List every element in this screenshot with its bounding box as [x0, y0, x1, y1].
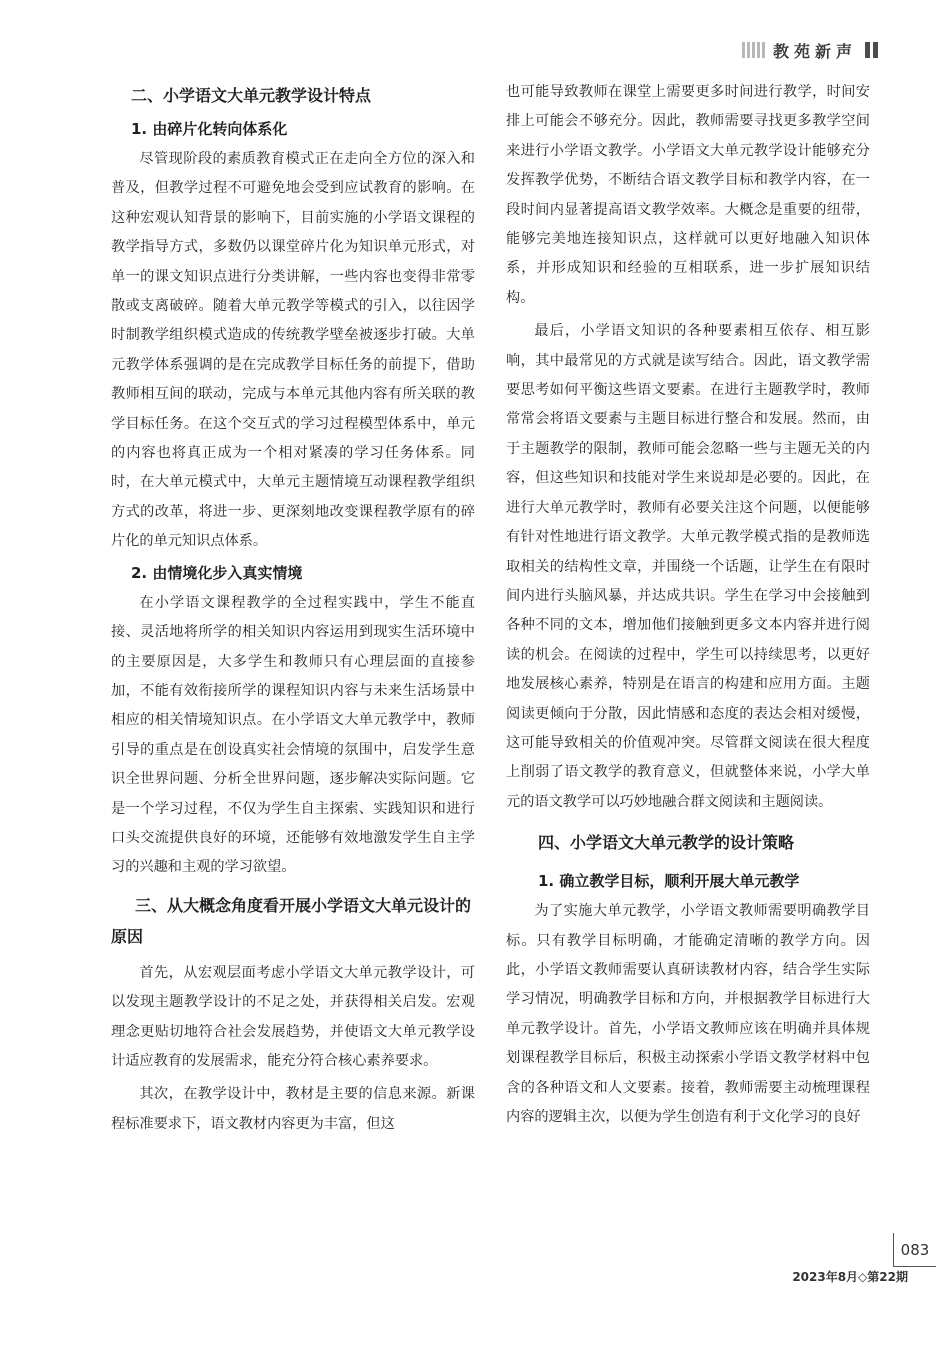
page-number: 083 [893, 1233, 936, 1267]
journal-column-title: 教苑新声 [772, 41, 857, 61]
final-reason-paragraph: 最后，小学语文知识的各种要素相互依存、相互影响，其中最常见的方式就是读写结合。因此，语文教学需要思考如何平衡这些语文要素。在进行主题教学时，教师常常会将语文要素与主题目标进行整合和发展。然而，由于主题教学的限制，教师可能会忽略一些与主题无关的内容，但这些知识和技能对学生来说却是必要的。因此，在进行大单元教学时，教师有必要关注这个问题，以便能够有针对性地进行语文教学。大单元教学模式指的是教师选取相关的结构性文章，并围绕一个话题，让学生在有限时间内进行头脑风暴，并达成共识。学生在学习中会接触到各种不同的文本，增加他们接触到更多文本内容并进行阅读的机会。在阅读的过程中，学生可以持续思考，以更好地发展核心素养，特别是在语言的构建和应用方面。主题阅读更倾向于分散，因此情感和态度的表达会相对缓慢，这可能导致相关的价值观冲突。尽管群文阅读在很大程度上削弱了语文教学的教育意义，但就整体来说，小学大单元的语文教学可以巧妙地融合群文阅读和主题阅读。 [506, 323, 870, 810]
header-decoration-bars-icon [742, 42, 765, 58]
section-4-heading: 四、小学语文大单元教学的设计策略 [538, 833, 795, 853]
subsection-2-heading: 2. 由情境化步入真实情境 [131, 563, 303, 582]
section-3-paragraph-1: 首先，从宏观层面考虑小学语文大单元教学设计，可以发现主题教学设计的不足之处，并获得相关启发。宏观理念更贴切地符合社会发展趋势，并使语文大单元教学设计适应教育的发展需求，能充分符合核心素养要求。 [111, 964, 475, 1069]
section-3-paragraph-2: 其次，在教学设计中，教材是主要的信息来源。新课程标准要求下，语文教材内容更为丰富，但这 [111, 1086, 475, 1132]
subsection-2-paragraph: 在小学语文课程教学的全过程实践中，学生不能直接、灵活地将所学的相关知识内容运用到现实生活环境中的主要原因是，大多学生和教师只有心理层面的直接参加，不能有效衔接所学的课程知识内容与未来生活场景中相应的相关情境知识点。在小学语文大单元教学中，教师引导的重点是在创设真实社会情境的氛围中，启发学生意识全世界问题、分析全世界问题，逐步解决实际问题。它是一个学习过程，不仅为学生自主探索、实践知识和进行口头交流提供良好的环境，还能够有效地激发学生自主学习的兴趣和主观的学习欲望。 [111, 594, 475, 876]
right-column [506, 80, 870, 1132]
running-header [742, 38, 878, 62]
subsection-4-1-heading: 1. 确立教学目标，顺利开展大单元教学 [538, 872, 800, 891]
left-column [111, 80, 475, 1139]
subsection-1-heading: 1. 由碎片化转向体系化 [131, 120, 288, 138]
subsection-4-1-paragraph: 为了实施大单元教学，小学语文教师需要明确教学目标。只有教学目标明确，才能确定清晰的教学方向。因此，小学语文教师需要认真研读教材内容，结合学生实际学习情况，明确教学目标和方向，并根据教学目标进行大单元教学设计。首先，小学语文教师应该在明确并具体规划课程教学目标后，积极主动探索小学语文教学材料中包含的各种语文和人文要素。接着，教师需要主动梳理课程内容的逻辑主次，以便为学生创造有利于文化学习的良好 [506, 903, 870, 1125]
section-3-heading: 三、从大概念角度看开展小学语文大单元设计的原因 [111, 895, 472, 946]
continued-paragraph: 也可能导致教师在课堂上需要更多时间进行教学，时间安排上可能会不够充分。因此，教师需要寻找更多教学空间来进行小学语文教学。小学语文大单元教学设计能够充分发挥教学优势，不断结合语文教学目标和教学内容，在一段时间内显著提高语文教学效率。大概念是重要的纽带，能够完美地连接知识点，这样就可以更好地融入知识体系，并形成知识和经验的互相联系，进一步扩展知识结构。 [506, 84, 870, 306]
section-2-heading: 二、小学语文大单元教学设计特点 [131, 86, 372, 105]
header-decoration-end-icon [865, 42, 878, 58]
subsection-1-paragraph: 尽管现阶段的素质教育模式正在走向全方位的深入和普及，但教学过程不可避免地会受到应试教育的影响。在这种宏观认知背景的影响下，目前实施的小学语文课程的教学指导方式，多数仍以课堂碎片化为知识单元形式，对单一的课文知识点进行分类讲解，一些内容也变得非常零散或支离破碎。随着大单元教学等模式的引入，以往因学时制教学组织模式造成的传统教学壁垒被逐步打破。大单元教学体系强调的是在完成教学目标任务的前提下，借助教师相互间的联动，完成与本单元其他内容有所关联的教学目标任务。在这个交互式的学习过程模型体系中，单元的内容也将真正成为一个相对紧凑的学习任务体系。同时，在大单元模式中，大单元主题情境互动课程教学组织方式的改革，将进一步、更深刻地改变课程教学原有的碎片化的单元知识点体系。 [111, 151, 475, 550]
issue-info: 2023年8月◇第22期 [792, 1270, 908, 1284]
